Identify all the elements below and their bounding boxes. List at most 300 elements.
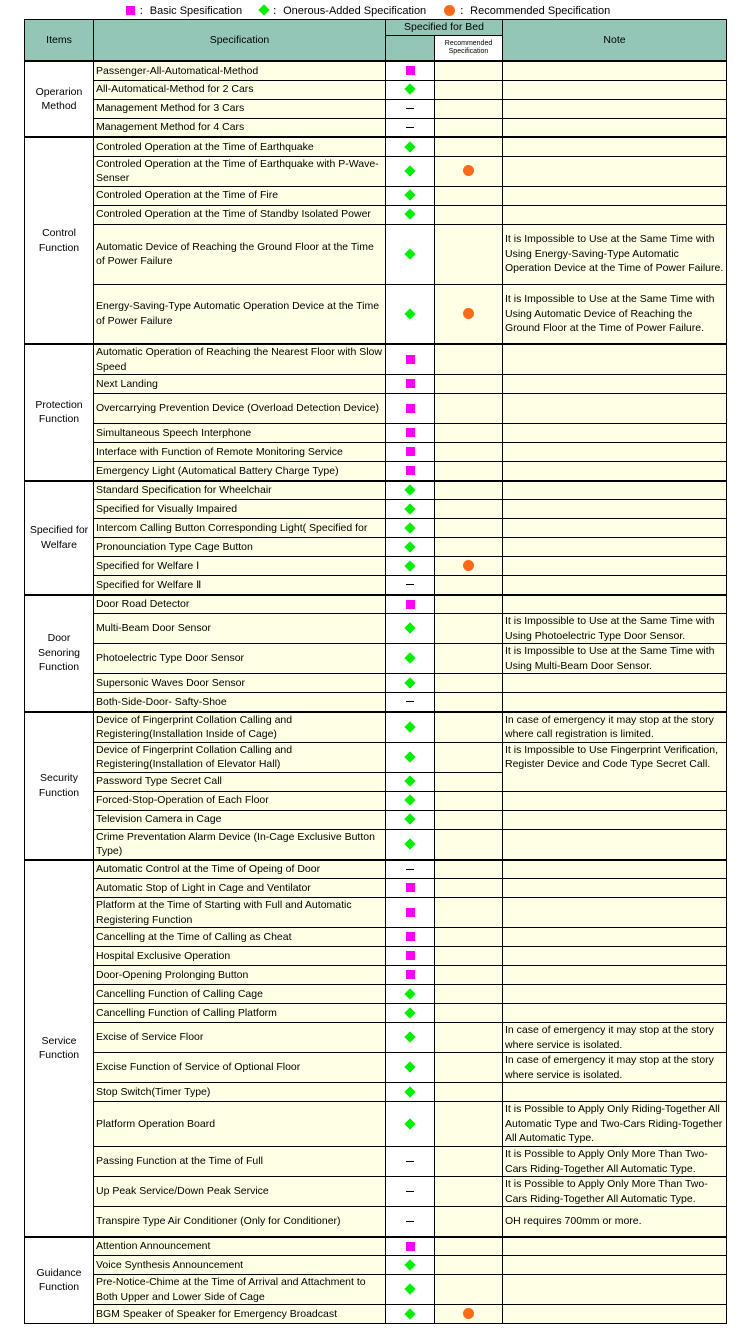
note-cell [503,481,727,500]
note-cell [503,1305,727,1324]
table-row [25,1102,727,1147]
bed-mark-cell [386,966,435,985]
recommended-cell [435,829,503,860]
note-cell: It is Impossible to Use at the Same Time with Using Energy-Saving-Type Automatic Operation Device at the Time of Power Failure. [503,224,727,284]
recommended-cell [435,519,503,538]
recommended-cell [435,394,503,424]
table-row [25,712,727,743]
pink-square-icon [406,379,415,388]
table-row [25,985,727,1004]
spec-cell: Passenger-All-Automatical-Method [94,61,386,80]
green-diamond-icon [404,721,415,732]
pink-square-icon [406,447,415,456]
table-row [25,344,727,375]
green-diamond-icon [404,560,415,571]
pink-square-icon [406,404,415,413]
recommended-cell [435,1102,503,1147]
table-row [25,791,727,810]
spec-cell: Photoelectric Type Door Sensor [94,644,386,674]
spec-cell: BGM Speaker of Speaker for Emergency Broadcast [94,1305,386,1324]
recommended-cell [435,557,503,576]
recommended-cell [435,791,503,810]
bed-mark-cell [386,118,435,137]
bed-mark-cell [386,1305,435,1324]
header-specification: Specification [94,20,386,62]
green-diamond-icon [404,485,415,496]
note-cell [503,576,727,595]
dash-icon [406,584,414,585]
green-diamond-icon [404,84,415,95]
bed-mark-cell [386,462,435,481]
header-bed-blank [386,35,435,61]
note-cell [503,1237,727,1256]
table-row [25,1023,727,1053]
bed-mark-cell [386,1102,435,1147]
bed-mark-cell [386,860,435,879]
green-diamond-icon [404,814,415,825]
table-row [25,879,727,898]
table-body [25,61,727,1324]
green-diamond-icon [404,751,415,762]
note-cell [503,557,727,576]
spec-cell: Pre-Notice-Chime at the Time of Arrival and Attachment to Both Upper and Lower Side of Cage [94,1275,386,1305]
green-diamond-icon [404,503,415,514]
bed-mark-cell [386,186,435,205]
spec-cell: Interface with Function of Remote Monitoring Service [94,443,386,462]
bed-mark-cell [386,1083,435,1102]
recommended-cell [435,693,503,712]
recommended-cell [435,462,503,481]
table-row [25,614,727,644]
recommended-cell [435,80,503,99]
group-name: Specified for Welfare [25,481,94,595]
table-row [25,674,727,693]
recommended-cell [435,61,503,80]
spec-cell: Voice Synthesis Announcement [94,1256,386,1275]
note-cell [503,985,727,1004]
group-name: Protection Function [25,344,94,481]
orange-circle-icon [463,308,474,319]
spec-cell: Simultaneous Speech Interphone [94,424,386,443]
spec-cell: Next Landing [94,375,386,394]
recommended-cell [435,224,503,284]
orange-circle-icon [463,165,474,176]
bed-mark-cell [386,879,435,898]
table-row [25,424,727,443]
green-diamond-icon [404,1086,415,1097]
note-cell: It is Impossible to Use at the Same Time with Using Multi-Beam Door Sensor. [503,644,727,674]
spec-cell: Platform Operation Board [94,1102,386,1147]
note-cell [503,118,727,137]
spec-cell: Television Camera in Cage [94,810,386,829]
note-cell [503,898,727,928]
bed-mark-cell [386,519,435,538]
recommended-cell [435,344,503,375]
recommended-cell [435,118,503,137]
bed-mark-cell [386,224,435,284]
recommended-cell [435,1147,503,1177]
orange-circle-icon [463,1308,474,1319]
spec-cell: Device of Fingerprint Collation Calling and Registering(Installation Inside of Cage) [94,712,386,743]
pink-square-icon [406,932,415,941]
table-row [25,966,727,985]
recommended-cell [435,500,503,519]
table-row [25,928,727,947]
recommended-cell [435,481,503,500]
orange-circle-icon [463,560,474,571]
table-row [25,156,727,186]
table-row [25,137,727,156]
spec-cell: Excise of Service Floor [94,1023,386,1053]
note-cell [503,538,727,557]
spec-cell: Door-Opening Prolonging Button [94,966,386,985]
note-cell: In case of emergency it may stop at the story where service is isolated. [503,1023,727,1053]
note-cell [503,791,727,810]
group-name: Operarion Method [25,61,94,137]
bed-mark-cell [386,614,435,644]
header-recommended-specification: Recommended Specification [435,35,503,61]
recommended-cell [435,1053,503,1083]
pink-square-icon [406,466,415,475]
legend [0,0,750,20]
table-row [25,186,727,205]
spec-cell: Emergency Light (Automatical Battery Charge Type) [94,462,386,481]
bed-mark-cell [386,284,435,344]
bed-mark-cell [386,375,435,394]
note-cell [503,500,727,519]
bed-mark-cell [386,344,435,375]
orange-circle-icon [444,5,455,16]
bed-mark-cell [386,61,435,80]
recommended-cell [435,156,503,186]
spec-cell: Automatic Stop of Light in Cage and Ventilator [94,879,386,898]
spec-cell: Door Road Detector [94,595,386,614]
bed-mark-cell [386,443,435,462]
bed-mark-cell [386,810,435,829]
table-row [25,481,727,500]
table-row [25,1053,727,1083]
note-cell [503,1256,727,1275]
bed-mark-cell [386,1275,435,1305]
note-cell [503,928,727,947]
table-row [25,644,727,674]
spec-cell: Stop Switch(Timer Type) [94,1083,386,1102]
bed-mark-cell [386,772,435,791]
table-row [25,829,727,860]
spec-cell: Automatic Control at the Time of Opeing of Door [94,860,386,879]
green-diamond-icon [404,795,415,806]
recommended-cell [435,375,503,394]
bed-mark-cell [386,674,435,693]
recommended-cell [435,1275,503,1305]
bed-mark-cell [386,481,435,500]
dash-icon [406,1191,414,1192]
spec-cell: Crime Preventation Alarm Device (In-Cage Exclusive Button Type) [94,829,386,860]
recommended-cell [435,985,503,1004]
green-diamond-icon [404,1062,415,1073]
bed-mark-cell [386,644,435,674]
table-row [25,99,727,118]
pink-square-icon [406,883,415,892]
note-cell [503,810,727,829]
spec-cell: All-Automatical-Method for 2 Cars [94,80,386,99]
pink-square-icon [406,970,415,979]
table-row [25,394,727,424]
note-cell [503,186,727,205]
bed-mark-cell [386,742,435,772]
spec-cell: Cancelling at the Time of Calling as Cheat [94,928,386,947]
spec-cell: Forced-Stop-Operation of Each Floor [94,791,386,810]
bed-mark-cell [386,424,435,443]
recommended-cell [435,614,503,644]
bed-mark-cell [386,394,435,424]
green-diamond-icon [404,653,415,664]
recommended-cell [435,538,503,557]
table-row [25,1004,727,1023]
legend-basic [126,2,242,18]
green-diamond-icon [404,190,415,201]
note-cell [503,375,727,394]
table-row [25,1207,727,1237]
green-diamond-icon [404,248,415,259]
table-row [25,443,727,462]
green-diamond-icon [404,838,415,849]
spec-cell: Automatic Operation of Reaching the Nearest Floor with Slow Speed [94,344,386,375]
bed-mark-cell [386,898,435,928]
bed-mark-cell [386,80,435,99]
recommended-cell [435,772,503,791]
note-cell: It is Possible to Apply Only Riding-Together All Automatic Type and Two-Cars Riding-Together All Automatic Type. [503,1102,727,1147]
bed-mark-cell [386,712,435,743]
table-row [25,860,727,879]
table-row [25,557,727,576]
recommended-cell [435,898,503,928]
table-row [25,576,727,595]
spec-cell: Cancelling Function of Calling Platform [94,1004,386,1023]
table-row [25,462,727,481]
note-cell [503,1083,727,1102]
table-row [25,284,727,344]
group-name: Control Function [25,137,94,344]
note-cell: In case of emergency it may stop at the story where service is isolated. [503,1053,727,1083]
green-diamond-icon [404,1118,415,1129]
legend-basic-label: ：Basic Spesification [138,5,243,17]
recommended-cell [435,742,503,772]
bed-mark-cell [386,1237,435,1256]
bed-mark-cell [386,693,435,712]
table-row [25,500,727,519]
recommended-cell [435,810,503,829]
green-diamond-icon [404,1007,415,1018]
spec-cell: Up Peak Service/Down Peak Service [94,1177,386,1207]
bed-mark-cell [386,99,435,118]
note-cell [503,99,727,118]
recommended-cell [435,595,503,614]
pink-square-icon [406,1242,415,1251]
table-row [25,1147,727,1177]
legend-onerous-label: ：Onerous-Added Specification [272,5,427,17]
green-diamond-icon [404,1284,415,1295]
recommended-cell [435,137,503,156]
spec-cell: Management Method for 3 Cars [94,99,386,118]
group-name: Security Function [25,712,94,860]
bed-mark-cell [386,791,435,810]
note-cell [503,519,727,538]
pink-square-icon [406,355,415,364]
recommended-cell [435,879,503,898]
note-cell [503,595,727,614]
legend-onerous [260,2,426,18]
recommended-cell [435,644,503,674]
legend-recommended [444,2,610,18]
group-name: Guidance Function [25,1237,94,1324]
spec-cell: Passing Function at the Time of Full [94,1147,386,1177]
note-cell [503,205,727,224]
spec-cell: Password Type Secret Call [94,772,386,791]
note-cell [503,693,727,712]
spec-cell: Controled Operation at the Time of Fire [94,186,386,205]
bed-mark-cell [386,137,435,156]
note-cell [503,860,727,879]
green-diamond-icon [258,4,269,15]
pink-square-icon [406,908,415,917]
spec-cell: Controled Operation at the Time of Earthquake with P-Wave-Senser [94,156,386,186]
spec-cell: Supersonic Waves Door Sensor [94,674,386,693]
pink-square-icon [406,600,415,609]
recommended-cell [435,1177,503,1207]
dash-icon [406,869,414,870]
recommended-cell [435,712,503,743]
bed-mark-cell [386,156,435,186]
note-cell [503,829,727,860]
bed-mark-cell [386,928,435,947]
table-row [25,205,727,224]
bed-mark-cell [386,1256,435,1275]
spec-cell: Transpire Type Air Conditioner (Only for Conditioner) [94,1207,386,1237]
spec-cell: Pronounciation Type Cage Button [94,538,386,557]
recommended-cell [435,674,503,693]
spec-cell: Standard Specification for Wheelchair [94,481,386,500]
table-row [25,742,727,772]
table-row [25,80,727,99]
recommended-cell [435,576,503,595]
recommended-cell [435,443,503,462]
bed-mark-cell [386,1004,435,1023]
recommended-cell [435,1083,503,1102]
green-diamond-icon [404,165,415,176]
table-row [25,1305,727,1324]
note-cell [503,443,727,462]
recommended-cell [435,928,503,947]
recommended-cell [435,947,503,966]
table-row [25,1177,727,1207]
table-row [25,1275,727,1305]
green-diamond-icon [404,677,415,688]
recommended-cell [435,1256,503,1275]
pink-square-icon [406,428,415,437]
green-diamond-icon [404,776,415,787]
green-diamond-icon [404,623,415,634]
note-cell [503,879,727,898]
recommended-cell [435,1004,503,1023]
green-diamond-icon [404,141,415,152]
pink-square-icon [406,66,415,75]
group-name: Door Senoring Function [25,595,94,712]
spec-cell: Energy-Saving-Type Automatic Operation Device at the Time of Power Failure [94,284,386,344]
bed-mark-cell [386,1053,435,1083]
table-row [25,1083,727,1102]
recommended-cell [435,860,503,879]
note-cell: OH requires 700mm or more. [503,1207,727,1237]
bed-mark-cell [386,557,435,576]
note-cell [503,156,727,186]
note-cell [503,137,727,156]
header-specified-for-bed: Specified for Bed [386,20,503,36]
pink-square-icon [126,6,135,15]
note-cell: In case of emergency it may stop at the story where call registration is limited. [503,712,727,743]
bed-mark-cell [386,1147,435,1177]
recommended-cell [435,1305,503,1324]
dash-icon [406,1221,414,1222]
legend-recommended-label: ：Recommended Specification [459,5,611,17]
bed-mark-cell [386,1207,435,1237]
recommended-cell [435,424,503,443]
bed-mark-cell [386,538,435,557]
recommended-cell [435,99,503,118]
spec-cell: Multi-Beam Door Sensor [94,614,386,644]
dash-icon [406,108,414,109]
table-row [25,118,727,137]
green-diamond-icon [404,1032,415,1043]
dash-icon [406,127,414,128]
header-note: Note [503,20,727,62]
note-cell [503,1275,727,1305]
bed-mark-cell [386,500,435,519]
note-cell [503,394,727,424]
spec-cell: Device of Fingerprint Collation Calling and Registering(Installation of Elevator Hall) [94,742,386,772]
recommended-cell [435,1237,503,1256]
spec-cell: Management Method for 4 Cars [94,118,386,137]
table-row [25,61,727,80]
note-cell [503,947,727,966]
note-cell [503,344,727,375]
green-diamond-icon [404,209,415,220]
spec-cell: Specified for Welfare Ⅱ [94,576,386,595]
specification-table [24,19,727,1324]
dash-icon [406,701,414,702]
green-diamond-icon [404,988,415,999]
bed-mark-cell [386,947,435,966]
note-cell: It is Possible to Apply Only More Than Two-Cars Riding-Together All Automatic Type. [503,1177,727,1207]
recommended-cell [435,284,503,344]
group-name: Service Function [25,860,94,1237]
spec-cell: Specified for Visually Impaired [94,500,386,519]
green-diamond-icon [404,1259,415,1270]
spec-cell: Controled Operation at the Time of Earthquake [94,137,386,156]
bed-mark-cell [386,985,435,1004]
green-diamond-icon [404,308,415,319]
spec-cell: Platform at the Time of Starting with Full and Automatic Registering Function [94,898,386,928]
table-row [25,898,727,928]
spec-cell: Hospital Exclusive Operation [94,947,386,966]
recommended-cell [435,1207,503,1237]
header-items: Items [25,20,94,62]
note-cell [503,61,727,80]
bed-mark-cell [386,1023,435,1053]
bed-mark-cell [386,829,435,860]
table-row [25,1256,727,1275]
spec-cell: Intercom Calling Button Corresponding Light( Specified for [94,519,386,538]
